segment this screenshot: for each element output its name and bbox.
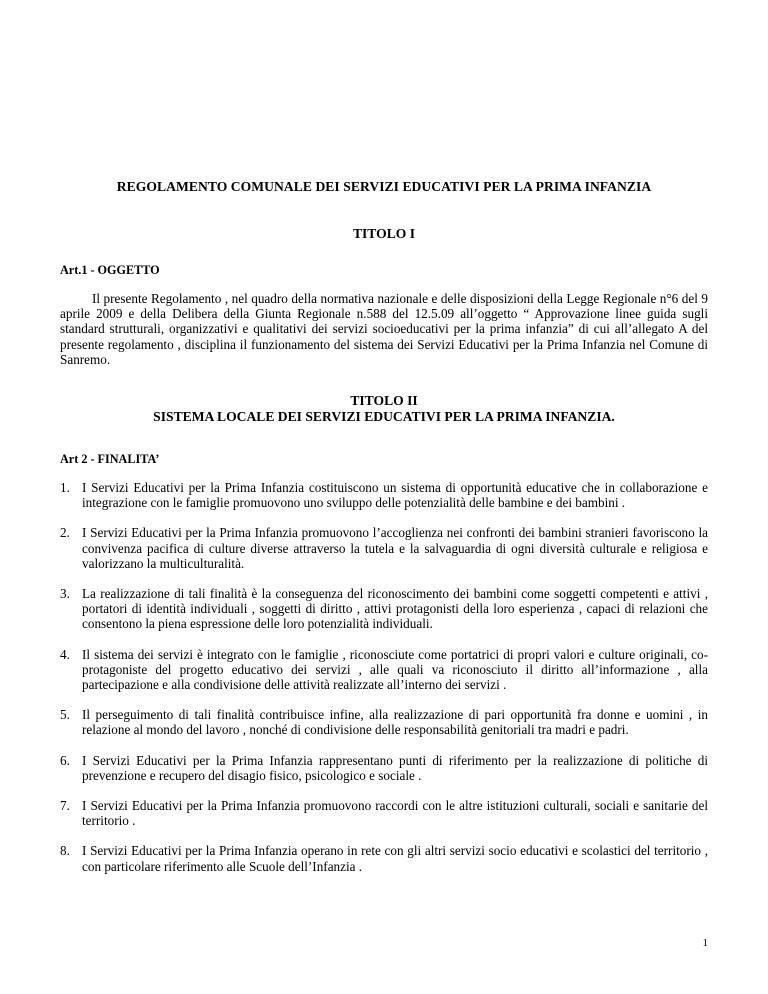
article-1-heading: Art.1 - OGGETTO: [60, 263, 160, 277]
list-item-text: I Servizi Educativi per la Prima Infanzia rappresentano punti di riferimento per la realizzazione di politiche di prevenzione e recupero del disagio fisico, psicologico e sociale .: [82, 752, 708, 783]
list-item-text: I Servizi Educativi per la Prima Infanzia costituiscono un sistema di opportunità educative che in collaborazione e integrazione con le famiglie promuovono uno sviluppo delle potenzialità delle bambine e dei bambini .: [82, 480, 708, 511]
list-item-number: 7.: [60, 798, 70, 814]
article-2-heading: Art 2 - FINALITA’: [60, 452, 160, 466]
list-item-text: I Servizi Educativi per la Prima Infanzia operano in rete con gli altri servizi socio educativi e scolastici del territorio , con particolare riferimento alle Scuole dell’Infanzia .: [82, 843, 708, 874]
list-item: [60, 647, 708, 693]
list-item-text: I Servizi Educativi per la Prima Infanzia promuovono l’accoglienza nei confronti dei bambini stranieri favoriscono la convivenza pacifica di culture diverse attraverso la tutela e la salvaguardia di ogni diversità culturale e religiosa e valorizzano la multiculturalità.: [82, 525, 708, 571]
list-item-number: 6.: [60, 752, 70, 768]
page-number: 1: [702, 937, 708, 949]
article-2-list: [60, 480, 708, 889]
list-item-text: I Servizi Educativi per la Prima Infanzia promuovono raccordi con le altre istituzioni culturali, sociali e sanitarie del territorio .: [82, 798, 708, 829]
article-1-body: Il presente Regolamento , nel quadro della normativa nazionale e delle disposizioni della Legge Regionale n°6 del 9 aprile 2009 e della Delibera della Giunta Regionale n.588 del 12.5.09 all’oggetto “ Approvazione linee guida sugli standard strutturali, organizzativi e qualitativi dei servizi socioeducativi per la prima infanzia” di cui all’allegato A del presente regolamento , disciplina il funzionamento del sistema dei Servizi Educativi per la Prima Infanzia nel Comune di Sanremo.: [60, 291, 708, 367]
list-item-number: 8.: [60, 843, 70, 859]
section-title-2-line2: SISTEMA LOCALE DEI SERVIZI EDUCATIVI PER LA PRIMA INFANZIA.: [153, 409, 615, 424]
list-item-number: 4.: [60, 646, 70, 662]
list-item: [60, 586, 708, 632]
list-item-number: 3.: [60, 586, 70, 602]
list-item: [60, 707, 708, 737]
list-item: [60, 525, 708, 571]
list-item-text: La realizzazione di tali finalità è la conseguenza del riconoscimento dei bambini come soggetti competenti e attivi , portatori di identità individuali , soggetti di diritto , attivi protagonisti della loro esperienza , capaci di relazioni che consentono la piena espressione delle loro potenzialità individuali.: [82, 586, 708, 632]
list-item-text: Il perseguimento di tali finalità contribuisce infine, alla realizzazione di pari opportunità fra donne e uomini , in relazione al mondo del lavoro , nonché di condivisione delle responsabilità genitoriali tra madri e padri.: [82, 707, 708, 738]
list-item: [60, 798, 708, 828]
document-title: REGOLAMENTO COMUNALE DEI SERVIZI EDUCATIVI PER LA PRIMA INFANZIA: [116, 179, 652, 194]
section-title-1: TITOLO I: [352, 226, 416, 241]
list-item-number: 2.: [60, 525, 70, 541]
list-item: [60, 843, 708, 873]
list-item-number: 1.: [60, 480, 70, 495]
section-title-2: [0, 393, 768, 425]
list-item-text: Il sistema dei servizi è integrato con le famiglie , riconosciute come portatrici di propri valori e culture originali, co-protagoniste del progetto educativo dei servizi , alle quali va riconosciuto il diritto all’informazione , alla partecipazione e alla condivisione delle attività realizzate all’interno dei servizi .: [82, 646, 708, 693]
list-item-number: 5.: [60, 707, 70, 723]
list-item: [60, 480, 708, 510]
section-title-2-line1: TITOLO II: [350, 393, 418, 408]
list-item: [60, 753, 708, 783]
